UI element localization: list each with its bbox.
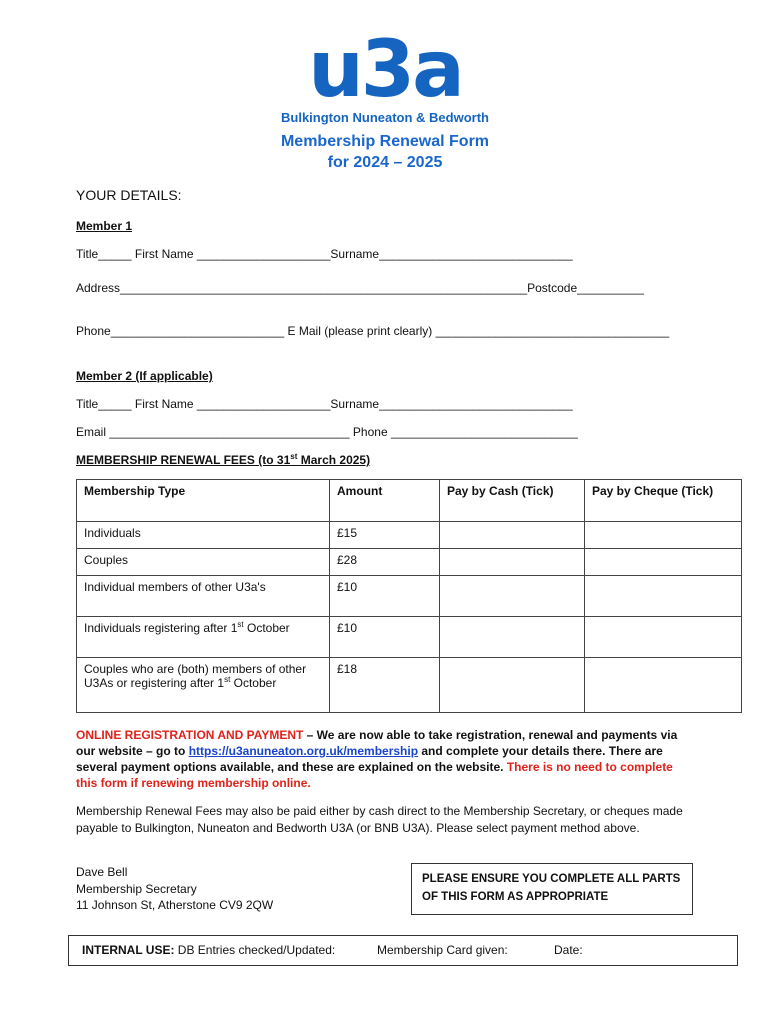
col-header-cheque: Pay by Cheque (Tick) (585, 480, 742, 522)
cash-tick-cell[interactable] (440, 658, 585, 713)
row-amount: £10 (330, 576, 440, 617)
fees-table (76, 479, 742, 713)
complete-all-parts-notice: PLEASE ENSURE YOU COMPLETE ALL PARTS OF THIS FORM AS APPROPRIATE (411, 863, 693, 915)
member2-heading: Member 2 (If applicable) (76, 369, 213, 383)
form-title-line2: for 2024 – 2025 (327, 154, 443, 171)
row-type: Individuals (77, 522, 330, 549)
row-type: Individuals registering after 1st October (77, 617, 330, 658)
table-row (77, 658, 742, 713)
row-amount: £10 (330, 617, 440, 658)
row-type: Couples who are (both) members of other U3As or registering after 1st October (77, 658, 330, 713)
cash-tick-cell[interactable] (440, 617, 585, 658)
row-type: Individual members of other U3a's (77, 576, 330, 617)
member1-heading: Member 1 (76, 219, 133, 233)
cash-tick-cell[interactable] (440, 576, 585, 617)
internal-use-label: INTERNAL USE: DB Entries checked/Updated: (82, 943, 336, 957)
member2-name-line[interactable]: Title_____ First Name ____________________Surname_____________________________ (76, 397, 573, 411)
table-row (77, 576, 742, 617)
secretary-name: Dave Bell (76, 865, 128, 879)
payment-instructions: Membership Renewal Fees may also be paid either by cash direct to the Membership Secretary, or cheques made payable to Bulkington, Nuneaton and Bedworth U3A (or BNB U3A). Please select payment method above. (76, 804, 683, 835)
col-header-cash: Pay by Cash (Tick) (440, 480, 585, 522)
online-registration-notice: ONLINE REGISTRATION AND PAYMENT – We are now able to take registration, renewal and payments via our website – go to https://u3anuneaton.org.uk/membership and complete your details there. There are several payment options available, and these are explained on the website. There is no need to complete this form if renewing membership online. (76, 728, 678, 790)
table-row (77, 522, 742, 549)
table-row (77, 549, 742, 576)
member2-email-phone-line[interactable]: Email ____________________________________ Phone ____________________________ (76, 425, 578, 439)
cash-tick-cell[interactable] (440, 549, 585, 576)
secretary-role: Membership Secretary (76, 881, 197, 896)
fees-table-header (77, 480, 742, 522)
membership-link[interactable]: https://u3anuneaton.org.uk/membership (188, 744, 419, 758)
form-title (0, 131, 770, 173)
member1-phone-email-line[interactable]: Phone__________________________ E Mail (please print clearly) ___________________________________ (76, 324, 670, 338)
cheque-tick-cell[interactable] (585, 576, 742, 617)
member1-name-line[interactable]: Title_____ First Name ____________________Surname_____________________________ (76, 247, 573, 261)
member1-address-line[interactable]: Address_____________________________________________________________Postcode__________ (76, 281, 644, 295)
your-details-heading: YOUR DETAILS: (76, 187, 182, 203)
row-amount: £15 (330, 522, 440, 549)
row-amount: £18 (330, 658, 440, 713)
form-title-line1: Membership Renewal Form (280, 133, 490, 150)
cheque-tick-cell[interactable] (585, 658, 742, 713)
membership-card-label: Membership Card given: (377, 943, 508, 957)
logo-subtitle: Bulkington Nuneaton & Bedworth (281, 110, 489, 125)
col-header-amount: Amount (330, 480, 440, 522)
logo-mark: u3a (308, 25, 462, 115)
cheque-tick-cell[interactable] (585, 617, 742, 658)
row-amount: £28 (330, 549, 440, 576)
secretary-contact (76, 864, 273, 914)
internal-use-box (68, 935, 738, 966)
cheque-tick-cell[interactable] (585, 549, 742, 576)
row-type: Couples (77, 549, 330, 576)
col-header-type: Membership Type (77, 480, 330, 522)
table-row (77, 617, 742, 658)
cheque-tick-cell[interactable] (585, 522, 742, 549)
date-label: Date: (554, 943, 583, 957)
u3a-logo (0, 25, 770, 125)
cash-tick-cell[interactable] (440, 522, 585, 549)
secretary-address: 11 Johnson St, Atherstone CV9 2QW (76, 898, 274, 912)
fees-heading: MEMBERSHIP RENEWAL FEES (to 31st March 2025) (76, 452, 371, 467)
